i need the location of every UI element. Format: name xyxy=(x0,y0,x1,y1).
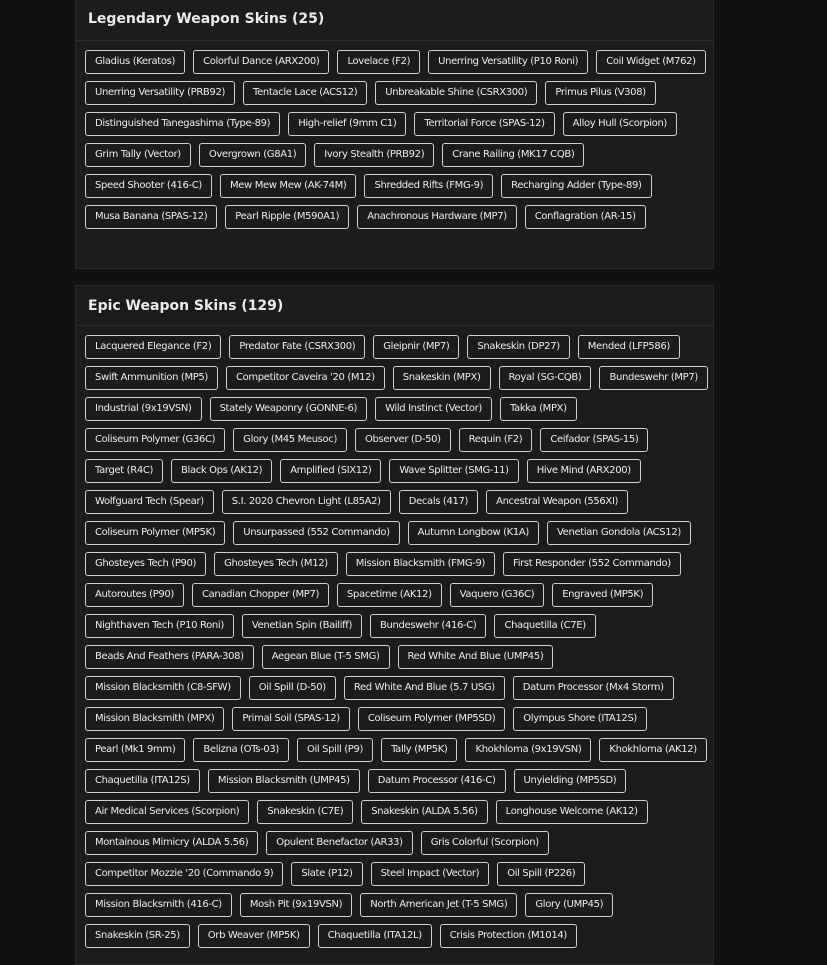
skin-chip[interactable]: Competitor Caveira '20 (M12) xyxy=(226,366,385,390)
skin-chip[interactable]: Crisis Protection (M1014) xyxy=(440,924,577,948)
skin-chip[interactable]: Industrial (9x19VSN) xyxy=(85,397,202,421)
skin-chip[interactable]: Pearl Ripple (M590A1) xyxy=(225,205,349,229)
skin-chip[interactable]: Autoroutes (P90) xyxy=(85,583,184,607)
skin-chip[interactable]: Decals (417) xyxy=(399,490,478,514)
skin-chip[interactable]: Mission Blacksmith (FMG-9) xyxy=(346,552,495,576)
skin-chip[interactable]: Coliseum Polymer (MP5K) xyxy=(85,521,225,545)
skin-chip[interactable]: Spacetime (AK12) xyxy=(337,583,442,607)
skin-chip[interactable]: Competitor Mozzie '20 (Commando 9) xyxy=(85,862,283,886)
skin-chip[interactable]: Grim Tally (Vector) xyxy=(85,143,191,167)
skin-chip[interactable]: Longhouse Welcome (AK12) xyxy=(496,800,648,824)
skin-chip[interactable]: Vaquero (G36C) xyxy=(450,583,545,607)
skin-chip[interactable]: Mission Blacksmith (C8-SFW) xyxy=(85,676,241,700)
skin-chip[interactable]: Oil Spill (P9) xyxy=(297,738,373,762)
skin-chip[interactable]: Chaquetilla (C7E) xyxy=(494,614,595,638)
skin-chip[interactable]: Olympus Shore (ITA12S) xyxy=(513,707,647,731)
skin-chip[interactable]: Venetian Gondola (ACS12) xyxy=(547,521,691,545)
skin-chip[interactable]: High-relief (9mm C1) xyxy=(288,112,406,136)
skin-chip[interactable]: Primus Pilus (V308) xyxy=(545,81,655,105)
skin-chip[interactable]: Chaquetilla (ITA12L) xyxy=(318,924,432,948)
skin-chip[interactable]: First Responder (552 Commando) xyxy=(503,552,681,576)
skin-chip[interactable]: Territorial Force (SPAS-12) xyxy=(414,112,554,136)
skin-chip[interactable]: Canadian Chopper (MP7) xyxy=(192,583,329,607)
skin-chip[interactable]: Pearl (Mk1 9mm) xyxy=(85,738,185,762)
skin-chip[interactable]: Lacquered Elegance (F2) xyxy=(85,335,221,359)
skin-chip[interactable]: Bundeswehr (416-C) xyxy=(370,614,486,638)
skin-chip[interactable]: Air Medical Services (Scorpion) xyxy=(85,800,249,824)
skin-chip[interactable]: Steel Impact (Vector) xyxy=(371,862,490,886)
skin-chip[interactable]: Conflagration (AR-15) xyxy=(525,205,646,229)
skin-chip[interactable]: Engraved (MP5K) xyxy=(552,583,653,607)
skin-chip[interactable]: Bundeswehr (MP7) xyxy=(599,366,707,390)
skin-chip[interactable]: Glory (M45 Meusoc) xyxy=(233,428,347,452)
skin-chip[interactable]: Observer (D-50) xyxy=(355,428,451,452)
skin-chip[interactable]: Datum Processor (416-C) xyxy=(368,769,506,793)
skin-chip[interactable]: Wild Instinct (Vector) xyxy=(375,397,492,421)
skin-chip[interactable]: Mission Blacksmith (416-C) xyxy=(85,893,232,917)
skin-chip[interactable]: Distinguished Tanegashima (Type-89) xyxy=(85,112,280,136)
skin-chip[interactable]: Khokhloma (9x19VSN) xyxy=(465,738,591,762)
skin-chip[interactable]: Predator Fate (CSRX300) xyxy=(229,335,365,359)
skin-chip[interactable]: Unyielding (MP5SD) xyxy=(514,769,627,793)
skin-chip[interactable]: Coil Widget (M762) xyxy=(596,50,705,74)
skin-chip[interactable]: Datum Processor (Mx4 Storm) xyxy=(513,676,674,700)
epic-skins-panel xyxy=(75,285,714,965)
skin-chip[interactable]: Khokhloma (AK12) xyxy=(599,738,706,762)
skin-chip[interactable]: Coliseum Polymer (MP5SD) xyxy=(358,707,505,731)
skin-chip[interactable]: Beads And Feathers (PARA-308) xyxy=(85,645,254,669)
skin-chip[interactable]: Unerring Versatility (P10 Roni) xyxy=(428,50,588,74)
legendary-skins-panel xyxy=(75,0,714,269)
skin-chip[interactable]: Autumn Longbow (K1A) xyxy=(408,521,539,545)
skin-chip[interactable]: Mission Blacksmith (MPX) xyxy=(85,707,224,731)
skin-chip[interactable]: Ceifador (SPAS-15) xyxy=(540,428,648,452)
skin-chip[interactable]: Unsurpassed (552 Commando) xyxy=(233,521,399,545)
skin-chip[interactable]: Chaquetilla (ITA12S) xyxy=(85,769,200,793)
skin-chip[interactable]: Ghosteyes Tech (M12) xyxy=(214,552,338,576)
skin-chip[interactable]: Amplified (SIX12) xyxy=(280,459,381,483)
skin-chip[interactable]: Wolfguard Tech (Spear) xyxy=(85,490,214,514)
skin-chip[interactable]: Oil Spill (D-50) xyxy=(249,676,336,700)
skin-chip[interactable]: Swift Ammunition (MP5) xyxy=(85,366,218,390)
skin-chip[interactable]: Gleipnir (MP7) xyxy=(373,335,459,359)
skin-chip[interactable]: Colorful Dance (ARX200) xyxy=(193,50,329,74)
skin-chip[interactable]: Aegean Blue (T-5 SMG) xyxy=(262,645,390,669)
skin-chip[interactable]: Overgrown (G8A1) xyxy=(199,143,306,167)
skin-chip[interactable]: Snakeskin (SR-25) xyxy=(85,924,190,948)
skin-chip[interactable]: Tally (MP5K) xyxy=(381,738,457,762)
skin-chip[interactable]: Recharging Adder (Type-89) xyxy=(501,174,651,198)
skin-chip[interactable]: Musa Banana (SPAS-12) xyxy=(85,205,217,229)
skin-chip[interactable]: Primal Soil (SPAS-12) xyxy=(232,707,349,731)
skin-chip[interactable]: Crane Railing (MK17 CQB) xyxy=(442,143,584,167)
epic-skins-title: Epic Weapon Skins (129) xyxy=(76,286,713,326)
skin-chip[interactable]: Mew Mew Mew (AK-74M) xyxy=(220,174,357,198)
skin-chip[interactable]: Royal (SG-CQB) xyxy=(499,366,592,390)
skin-chip[interactable]: Snakeskin (DP27) xyxy=(467,335,569,359)
skin-chip[interactable]: Ivory Stealth (PRB92) xyxy=(314,143,434,167)
skin-chip[interactable]: Ghosteyes Tech (P90) xyxy=(85,552,206,576)
skin-chip[interactable]: Gladius (Keratos) xyxy=(85,50,185,74)
skin-chip[interactable]: Orb Weaver (MP5K) xyxy=(198,924,310,948)
skin-chip[interactable]: Alloy Hull (Scorpion) xyxy=(563,112,677,136)
skin-chip[interactable]: Lovelace (F2) xyxy=(337,50,420,74)
skin-chip[interactable]: Snakeskin (MPX) xyxy=(393,366,491,390)
skin-chip[interactable]: Montainous Mimicry (ALDA 5.56) xyxy=(85,831,258,855)
epic-skins-list xyxy=(76,326,713,948)
skin-chip[interactable]: Opulent Benefactor (AR33) xyxy=(266,831,412,855)
skin-chip[interactable]: Slate (P12) xyxy=(291,862,362,886)
skin-chip[interactable]: Speed Shooter (416-C) xyxy=(85,174,212,198)
skin-chip[interactable]: Venetian Spin (Bailiff) xyxy=(242,614,362,638)
skin-chip[interactable]: Belizna (OTs-03) xyxy=(193,738,289,762)
skin-chip[interactable]: Anachronous Hardware (MP7) xyxy=(357,205,517,229)
skin-chip[interactable]: North American Jet (T-5 SMG) xyxy=(360,893,517,917)
skin-chip[interactable]: Snakeskin (ALDA 5.56) xyxy=(361,800,487,824)
skin-chip[interactable]: Requin (F2) xyxy=(459,428,533,452)
skin-chip[interactable]: Shredded Rifts (FMG-9) xyxy=(364,174,493,198)
skin-chip[interactable]: Glory (UMP45) xyxy=(525,893,613,917)
skin-chip[interactable]: Mosh Pit (9x19VSN) xyxy=(240,893,352,917)
skin-chip[interactable]: Coliseum Polymer (G36C) xyxy=(85,428,225,452)
skin-chip[interactable]: Hive Mind (ARX200) xyxy=(527,459,641,483)
skin-chip[interactable]: Unerring Versatility (PRB92) xyxy=(85,81,235,105)
legendary-skins-list xyxy=(76,41,713,229)
skin-chip[interactable]: Oil Spill (P226) xyxy=(497,862,585,886)
skin-chip[interactable]: Mended (LFP586) xyxy=(578,335,680,359)
skin-chip[interactable]: Target (R4C) xyxy=(85,459,163,483)
skin-chip[interactable]: Tentacle Lace (ACS12) xyxy=(243,81,367,105)
skin-chip[interactable]: Gris Colorful (Scorpion) xyxy=(421,831,549,855)
skin-chip[interactable]: Red White And Blue (5.7 USG) xyxy=(344,676,505,700)
legendary-skins-title: Legendary Weapon Skins (25) xyxy=(76,0,713,41)
skin-chip[interactable]: Black Ops (AK12) xyxy=(171,459,272,483)
skin-chip[interactable]: Unbreakable Shine (CSRX300) xyxy=(375,81,537,105)
skin-chip[interactable]: S.I. 2020 Chevron Light (L85A2) xyxy=(222,490,391,514)
skin-chip[interactable]: Stately Weaponry (GONNE-6) xyxy=(210,397,368,421)
skin-chip[interactable]: Nighthaven Tech (P10 Roni) xyxy=(85,614,234,638)
skin-chip[interactable]: Takka (MPX) xyxy=(500,397,577,421)
skin-chip[interactable]: Mission Blacksmith (UMP45) xyxy=(208,769,360,793)
skin-chip[interactable]: Wave Splitter (SMG-11) xyxy=(389,459,518,483)
skin-chip[interactable]: Snakeskin (C7E) xyxy=(257,800,353,824)
skin-chip[interactable]: Red White And Blue (UMP45) xyxy=(398,645,554,669)
skin-chip[interactable]: Ancestral Weapon (556XI) xyxy=(486,490,628,514)
